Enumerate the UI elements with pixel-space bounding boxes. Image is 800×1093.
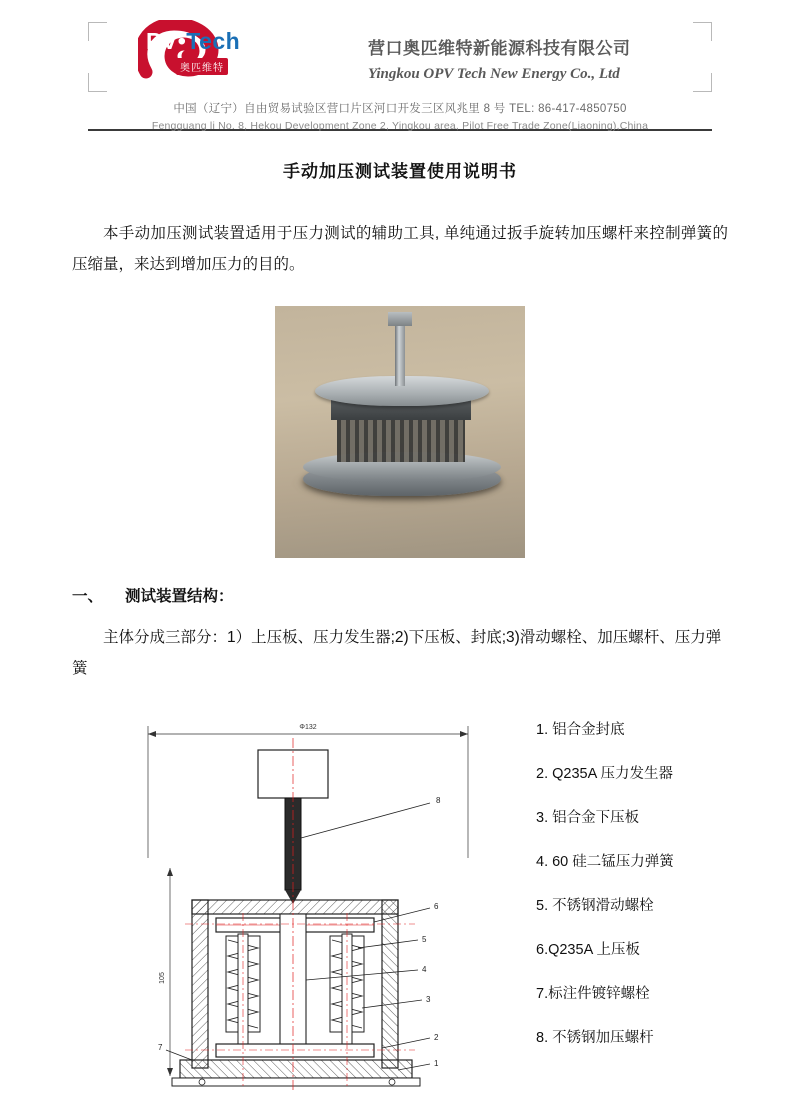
logo-wordmark (146, 28, 240, 55)
page-header (0, 0, 800, 132)
svg-text:8: 8 (436, 796, 441, 805)
technical-drawing-svg (130, 708, 500, 1093)
legend-item: 4. 60 硅二锰压力弹簧 (536, 854, 674, 870)
photo-bolt-head (388, 312, 412, 326)
corner-mark-bottom-right (693, 73, 712, 92)
section-1-title: 测试装置结构： (125, 588, 234, 605)
company-address-cn: 中国（辽宁）自由贸易试验区营口片区河口开发三区风兆里 8 号 TEL: 86-417-4850750 (173, 103, 627, 115)
device-photo-wrap (72, 306, 728, 558)
svg-text:2: 2 (434, 1033, 439, 1042)
photo-springs (337, 414, 465, 462)
legend-item: 1. 铝合金封底 (536, 722, 625, 738)
company-name-en: Yingkou OPV Tech New Energy Co., Ltd (368, 66, 620, 82)
legend-item: 6.Q235A 上压板 (536, 942, 640, 958)
svg-text:3: 3 (426, 995, 431, 1004)
svg-text:Φ132: Φ132 (299, 724, 317, 731)
corner-mark-top-right (693, 22, 712, 41)
section-1-heading (72, 584, 728, 606)
document-body (0, 157, 800, 1093)
svg-text:6: 6 (434, 902, 439, 911)
legend-item: 2. Q235A 压力发生器 (536, 766, 673, 782)
svg-text:4: 4 (422, 965, 427, 974)
figure-row (72, 708, 728, 1093)
svg-text:5: 5 (422, 935, 427, 944)
corner-mark-top-left (88, 22, 107, 41)
company-logo (138, 14, 298, 88)
legend-item: 5. 不锈钢滑动螺栓 (536, 898, 654, 914)
technical-drawing (130, 708, 500, 1093)
device-photo (275, 306, 525, 558)
company-name-cn: 营口奥匹维特新能源科技有限公司 (368, 39, 631, 58)
company-name-block (298, 14, 710, 83)
intro-paragraph: 本手动加压测试装置适用于压力测试的辅助工具, 单纯通过扳手旋转加压螺杆来控制弹簧的压缩量，来达到增加压力的目的。 (72, 225, 728, 273)
logo-text-tech: Tech (186, 28, 241, 54)
legend-item: 8. 不锈钢加压螺杆 (536, 1030, 654, 1046)
corner-mark-bottom-left (88, 73, 107, 92)
photo-screw-rod (395, 320, 405, 386)
legend-item: 7.标注件镀锌螺栓 (536, 986, 650, 1002)
company-address-en: Fengguang li No. 8, Hekou Development Zone 2, Yingkou area, Pilot Free Trade Zone(Liaoning),China (151, 120, 649, 132)
logo-subtext: 奥匹维特 (176, 58, 228, 75)
svg-text:7: 7 (158, 1043, 163, 1052)
section-1-number: 一、 (72, 588, 104, 605)
figure-legend (536, 708, 728, 1070)
logo-text-pv: PV (146, 28, 178, 54)
legend-item: 3. 铝合金下压板 (536, 810, 640, 826)
svg-text:105: 105 (159, 972, 166, 984)
svg-text:1: 1 (434, 1059, 439, 1068)
page-title: 手动加压测试装置使用说明书 (283, 162, 517, 181)
section-1-paragraph: 主体分成三部分：1）上压板、压力发生器;2)下压板、封底;3)滑动螺栓、加压螺杆、压力弹簧 (72, 629, 722, 677)
logo-text-dot: • (177, 28, 187, 54)
